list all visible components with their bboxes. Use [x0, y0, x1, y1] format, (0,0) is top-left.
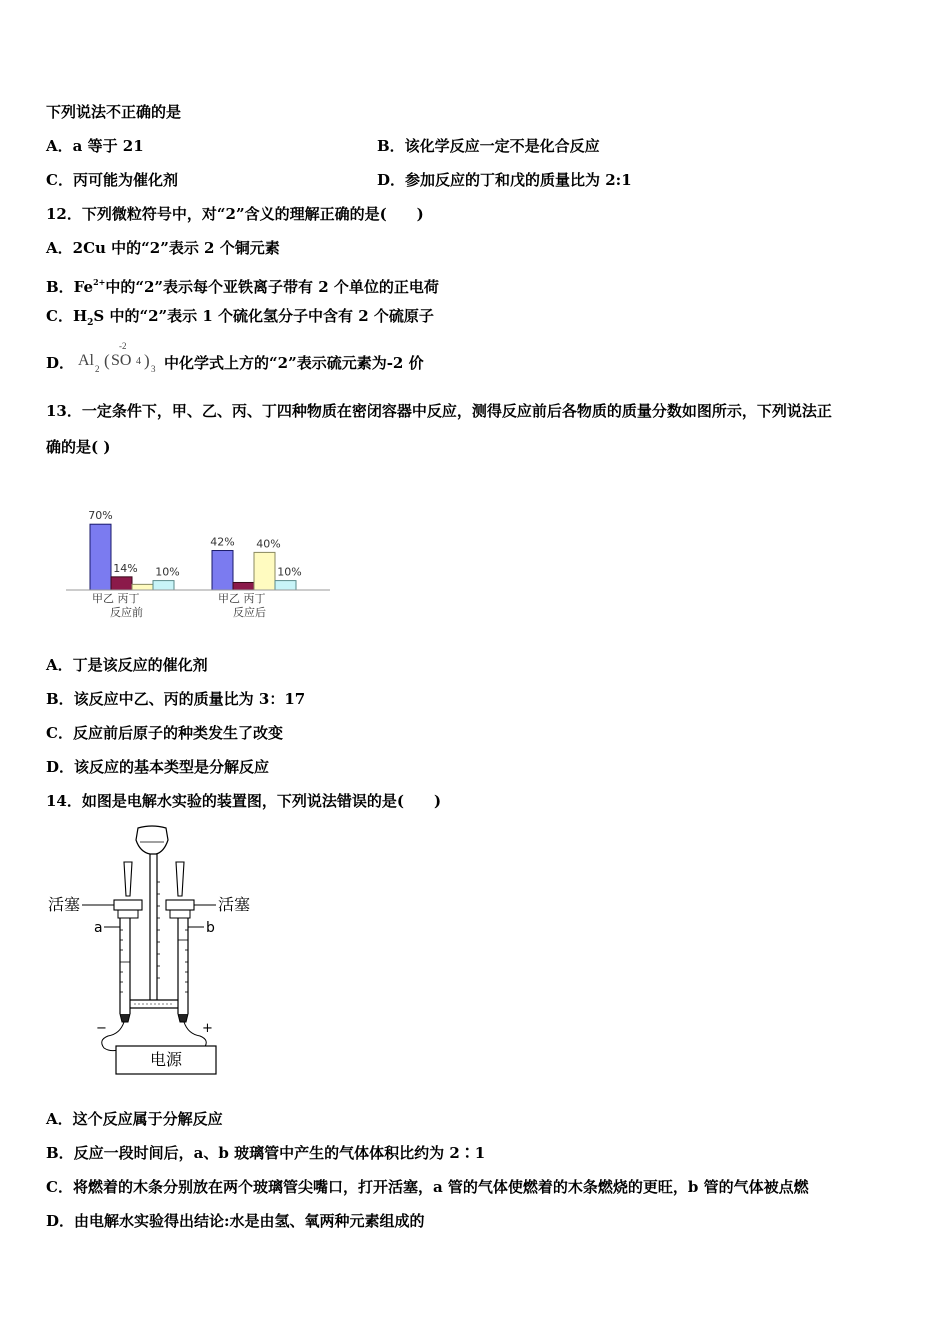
data-label-before-丁: 10% [155, 565, 180, 579]
bar-before-甲 [90, 524, 111, 590]
q11-option-c: C．丙可能为催化剂 [46, 171, 178, 189]
q13-stem-line1: 13．一定条件下，甲、乙、丙、丁四种物质在密闭容器中反应，测得反应前后各物质的质量分数如图所示，下列说法正 [46, 402, 832, 420]
formula-charge: -2 [119, 341, 127, 351]
bar-after-甲 [212, 551, 233, 590]
electrolysis-apparatus-diagram [44, 822, 264, 1080]
formula-left-paren: ( [104, 351, 110, 370]
bar-before-乙 [111, 577, 132, 590]
q12-formula [78, 341, 164, 380]
q13-option-c: C．反应前后原子的种类发生了改变 [46, 724, 283, 742]
q11-option-b: B．该化学反应一定不是化合反应 [377, 137, 600, 155]
bar-after-丁 [275, 581, 296, 590]
electrode-positive [178, 1014, 188, 1022]
mass-fraction-bar-chart [62, 478, 337, 626]
q13-stem-line2: 确的是( ) [46, 438, 111, 456]
q12-option-d-text: 中化学式上方的“2”表示硫元素为-2 价 [164, 354, 424, 372]
tube-b-stopcock [166, 900, 194, 910]
formula-al: Al [78, 352, 94, 369]
q13-option-b: B．该反应中乙、丙的质量比为 3：17 [46, 690, 306, 708]
q11-option-d: D．参加反应的丁和戊的质量比为 2:1 [377, 171, 632, 189]
q11-option-a: A．a 等于 21 [46, 137, 144, 155]
q14-option-a: A．这个反应属于分解反应 [46, 1110, 223, 1128]
q14-option-b: B．反应一段时间后，a、b 玻璃管中产生的气体体积比约为 2∶1 [46, 1144, 486, 1162]
q14-option-c: C．将燃着的木条分别放在两个玻璃管尖嘴口，打开活塞，a 管的气体使燃着的木条燃烧的更旺，b 管的气体被点燃 [46, 1178, 809, 1196]
q12-option-b-charge: 2+ [93, 277, 106, 287]
formula-outer-subscript: 3 [151, 364, 156, 374]
tube-b-joint [170, 910, 190, 918]
q12-option-b-text: 中的“2”表示每个亚铁离子带有 2 个单位的正电荷 [105, 278, 439, 296]
bar-after-丙 [254, 552, 275, 590]
tube-a-joint [118, 910, 138, 918]
formula-o-subscript: 4 [136, 356, 141, 367]
q12-option-c-text: S 中的“2”表示 1 个硫化氢分子中含有 2 个硫原子 [93, 307, 434, 325]
q11-stem: 下列说法不正确的是 [46, 103, 182, 121]
bar-before-丙 [132, 584, 153, 590]
chart-categories-before: 甲乙 丙丁 [92, 592, 140, 605]
q14-option-d: D．由电解水实验得出结论:水是由氢、氧两种元素组成的 [46, 1212, 425, 1230]
q12-option-c-subscript: 2 [87, 318, 94, 328]
q14-stem: 14．如图是电解水实验的装置图，下列说法错误的是( ) [46, 792, 442, 810]
tube-b-nozzle [176, 862, 184, 896]
tube-b-label: b [206, 920, 215, 936]
data-label-after-丙: 40% [256, 537, 281, 551]
tube-a-stopcock [114, 900, 142, 910]
left-stopper-label: 活塞 [48, 895, 81, 914]
q12-option-b-symbol: B．Fe [46, 278, 94, 296]
data-label-after-丁: 10% [277, 565, 302, 579]
formula-al-subscript: 2 [95, 364, 100, 374]
q13-option-a: A．丁是该反应的催化剂 [46, 656, 208, 674]
q12-option-c [46, 306, 434, 333]
tube-a-label: a [94, 920, 103, 936]
bar-after-乙 [233, 582, 254, 590]
negative-pole-label: − [96, 1021, 107, 1036]
chart-group-label-after: 反应后 [233, 606, 266, 619]
data-label-before-甲: 70% [88, 509, 113, 523]
right-stopper-label: 活塞 [218, 895, 251, 914]
positive-pole-label: + [202, 1021, 213, 1036]
q13-option-d: D．该反应的基本类型是分解反应 [46, 758, 270, 776]
q12-option-c-symbol: C．H [46, 307, 88, 325]
electrode-negative [120, 1014, 130, 1022]
formula-right-paren: ) [144, 351, 150, 370]
q12-option-a: A．2Cu 中的“2”表示 2 个铜元素 [46, 239, 280, 257]
tube-a-nozzle [124, 862, 132, 896]
bar-before-丁 [153, 581, 174, 590]
funnel-reservoir [136, 826, 168, 854]
chart-categories-after: 甲乙 丙丁 [218, 592, 266, 605]
formula-so: SO [111, 352, 132, 369]
power-supply-label: 电源 [149, 1050, 183, 1069]
chart-plot-area [88, 509, 301, 590]
chart-group-label-before: 反应前 [110, 606, 143, 619]
q12-stem: 12．下列微粒符号中，对“2”含义的理解正确的是( ) [46, 205, 424, 223]
data-label-before-乙: 14% [113, 561, 138, 575]
q12-option-d-label: D． [46, 354, 75, 372]
q12-option-b [46, 272, 439, 297]
data-label-after-甲: 42% [210, 535, 235, 549]
